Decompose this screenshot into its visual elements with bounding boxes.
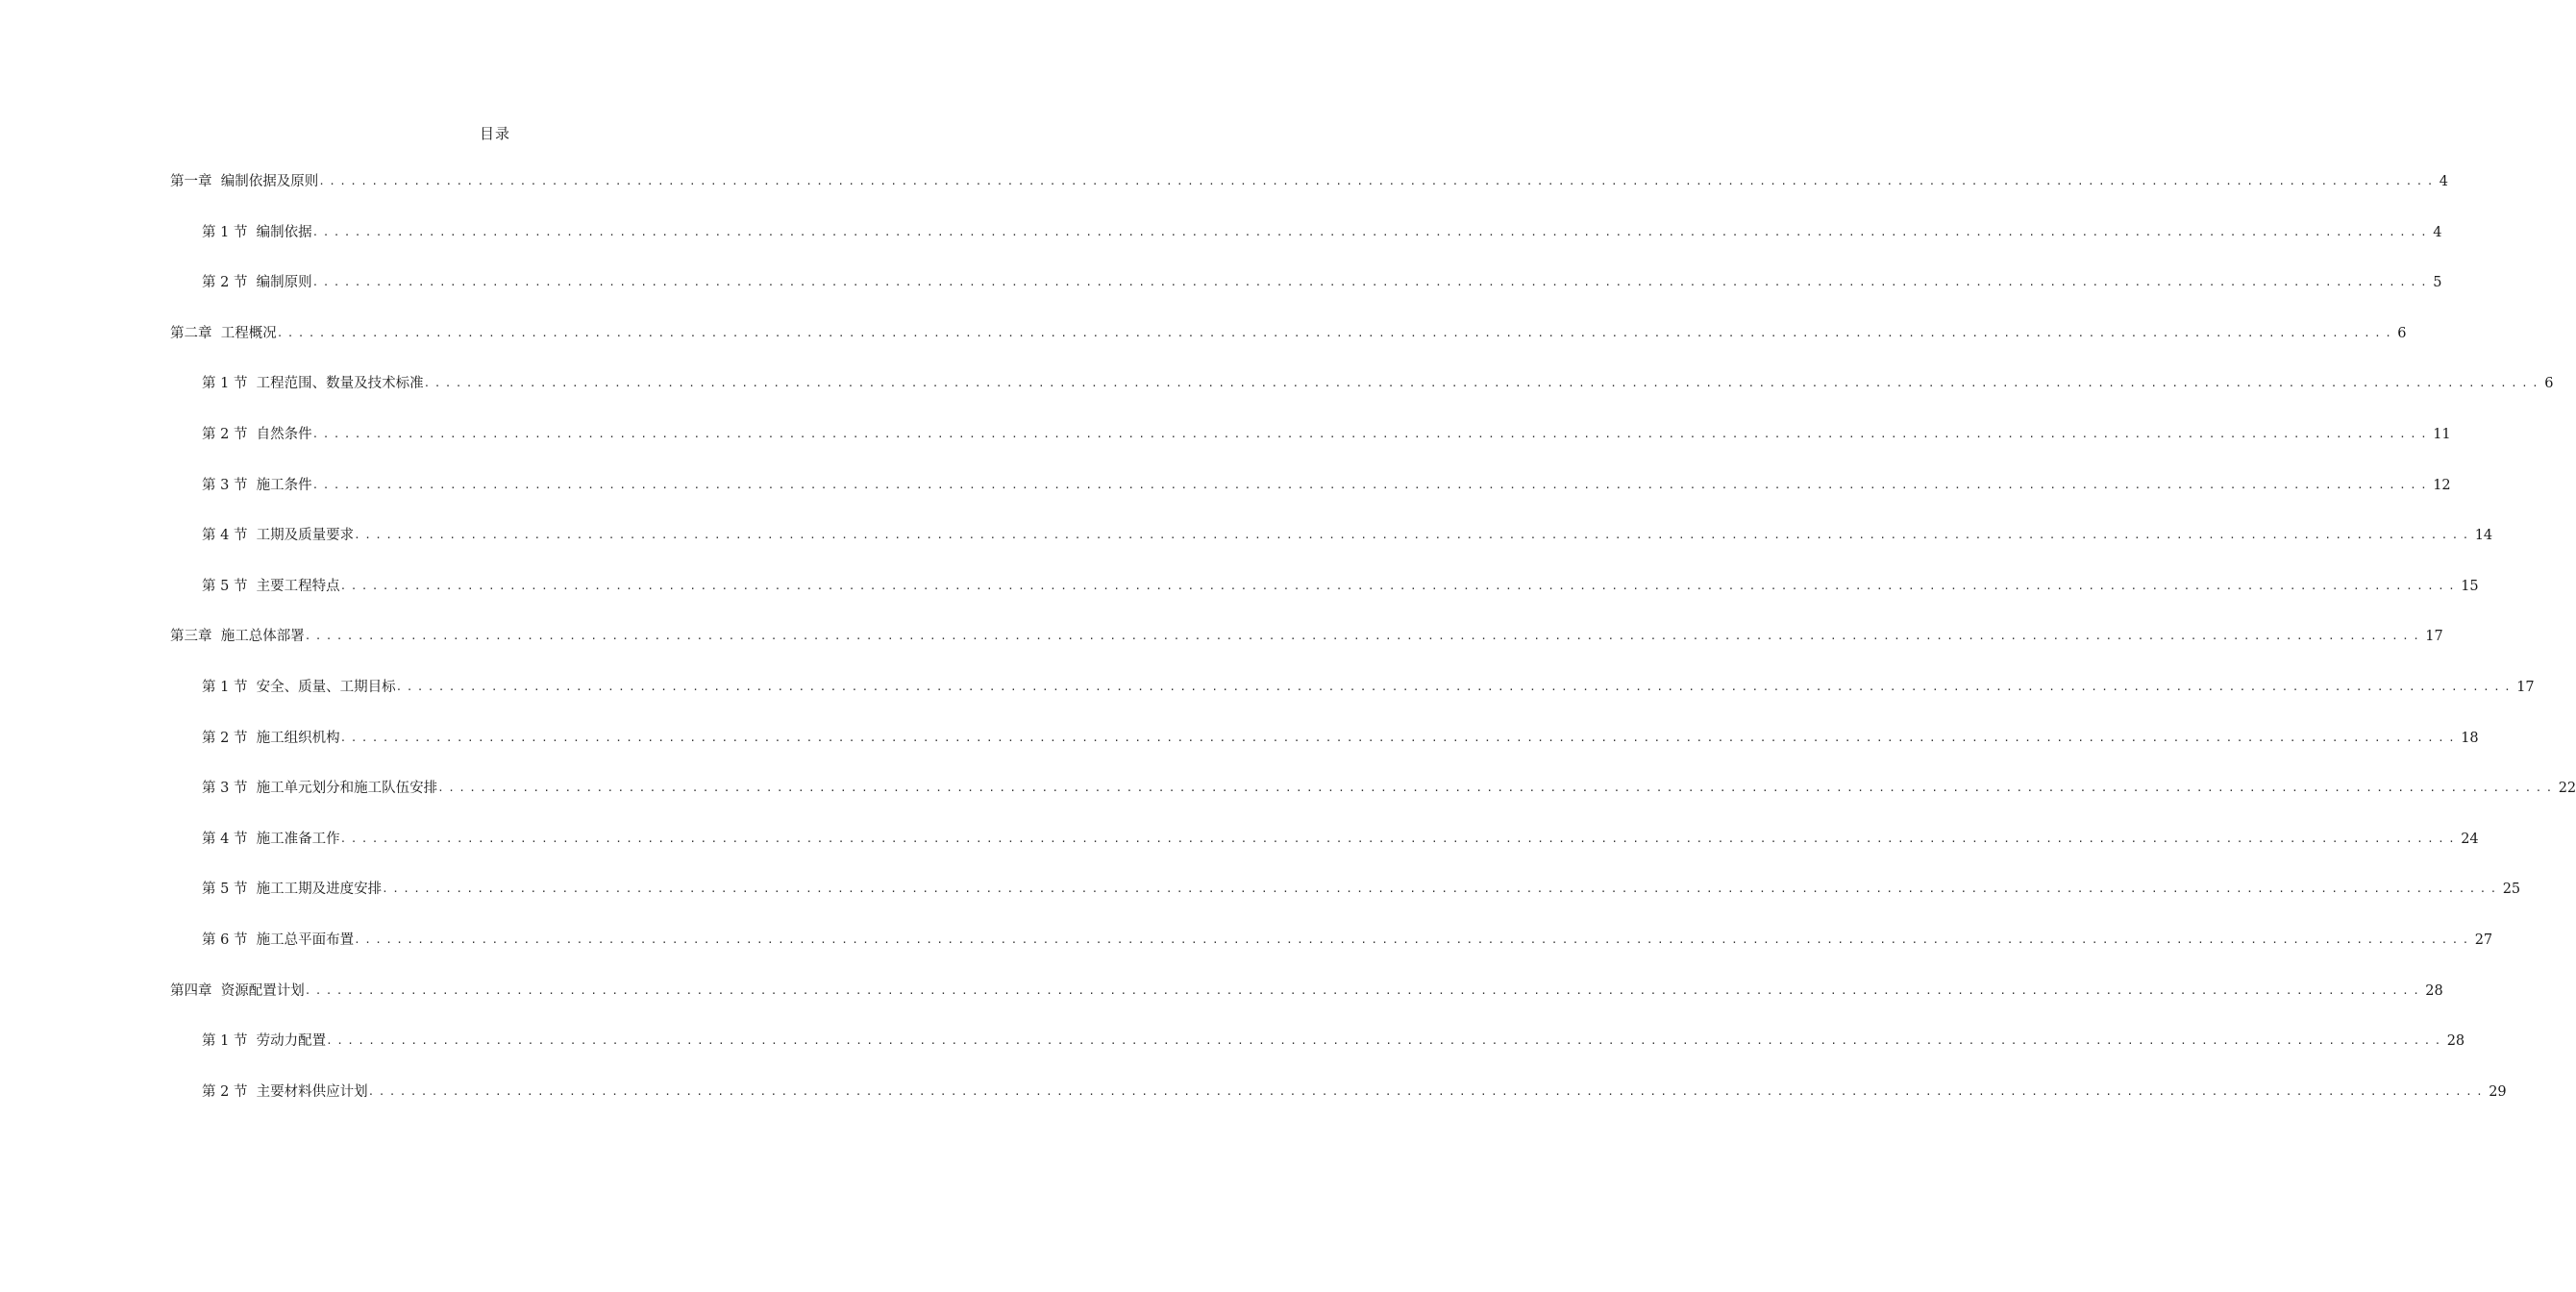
toc-title: 目录 — [479, 125, 510, 142]
toc-entry-title: 施工总平面布置 — [256, 932, 355, 948]
toc-entry-number: 第 3 节 — [202, 781, 248, 797]
toc-entry-gap — [212, 171, 221, 192]
toc-entry-title: 施工准备工作 — [256, 831, 340, 847]
toc-dot-leader: ........................................................................................................................................................................................................ — [354, 933, 2473, 946]
toc-entry-title: 工程范围、数量及技术标准 — [256, 376, 424, 392]
toc-section-entry[interactable] — [202, 728, 2479, 749]
toc-entry-number: 第 2 节 — [202, 275, 248, 291]
toc-dot-leader: ........................................................................................................................................................................................................ — [395, 681, 2515, 693]
toc-entry-gap — [247, 475, 256, 496]
toc-section-entry[interactable] — [202, 525, 2493, 546]
toc-entry-gap — [247, 222, 256, 243]
toc-section-entry[interactable] — [202, 930, 2493, 951]
toc-entry-page-number: 25 — [2502, 882, 2521, 898]
toc-section-entry[interactable] — [202, 373, 2554, 394]
toc-dot-leader: ........................................................................................................................................................................................................ — [311, 478, 2432, 491]
toc-entry-gap — [247, 1081, 256, 1103]
toc-entry-title: 编制原则 — [256, 275, 312, 291]
toc-entry-gap — [247, 778, 256, 799]
toc-entry-number: 第一章 — [170, 174, 212, 189]
toc-entry-title: 资源配置计划 — [220, 982, 305, 999]
toc-entry-title: 施工工期及进度安排 — [256, 882, 383, 898]
toc-entry-number: 第 2 节 — [202, 427, 248, 442]
toc-entry-title: 主要工程特点 — [256, 578, 340, 594]
toc-entry-title: 施工单元划分和施工队伍安排 — [256, 781, 438, 797]
toc-dot-leader: ........................................................................................................................................................................................................ — [304, 630, 2424, 643]
toc-entry-title: 劳动力配置 — [256, 1033, 327, 1050]
toc-entry-gap — [247, 272, 256, 293]
toc-entry-title: 施工条件 — [256, 477, 312, 493]
toc-entry-gap — [247, 525, 256, 546]
toc-entry-title: 编制依据 — [256, 224, 312, 240]
toc-entry-title: 自然条件 — [256, 427, 312, 442]
toc-entry-gap — [247, 728, 256, 749]
toc-dot-leader: ........................................................................................................................................................................................................ — [339, 731, 2460, 744]
toc-dot-leader: ........................................................................................................................................................................................................ — [276, 326, 2396, 339]
toc-entry-page-number: 5 — [2433, 275, 2442, 291]
toc-entry-page-number: 24 — [2461, 831, 2479, 847]
toc-dot-leader: ........................................................................................................................................................................................................ — [318, 175, 2438, 187]
toc-entry-gap — [247, 424, 256, 445]
toc-entry-number: 第 1 节 — [202, 224, 248, 240]
toc-entry-page-number: 6 — [2397, 325, 2407, 341]
toc-entry-number: 第 3 节 — [202, 477, 248, 493]
toc-section-entry[interactable] — [202, 1081, 2507, 1103]
toc-section-entry[interactable] — [202, 778, 2576, 799]
toc-dot-leader: ........................................................................................................................................................................................................ — [382, 882, 2501, 896]
toc-entry-page-number: 4 — [2439, 174, 2448, 189]
toc-entry-page-number: 15 — [2461, 578, 2479, 594]
toc-entry-gap — [212, 981, 221, 1002]
toc-entry-page-number: 28 — [2446, 1033, 2465, 1050]
toc-entry-gap — [247, 576, 256, 597]
toc-entry-number: 第 6 节 — [202, 932, 248, 948]
toc-entry-page-number: 11 — [2433, 427, 2451, 442]
toc-entry-gap — [247, 930, 256, 951]
toc-entry-title: 工期及质量要求 — [256, 528, 355, 544]
toc-entry-gap — [212, 323, 221, 344]
toc-entry-title: 施工总体部署 — [220, 629, 305, 645]
toc-entry-title: 编制依据及原则 — [220, 174, 319, 189]
toc-entry-number: 第 1 节 — [202, 680, 248, 695]
toc-dot-leader: ........................................................................................................................................................................................................ — [311, 276, 2432, 289]
toc-entry-page-number: 18 — [2461, 730, 2479, 746]
toc-entry-gap — [247, 1031, 256, 1052]
toc-entry-page-number: 6 — [2544, 376, 2554, 392]
toc-entry-number: 第 5 节 — [202, 578, 248, 594]
toc-section-entry[interactable] — [202, 222, 2442, 243]
toc-dot-leader: ........................................................................................................................................................................................................ — [304, 983, 2424, 997]
toc-entry-page-number: 14 — [2474, 528, 2493, 544]
toc-entry-gap — [212, 626, 221, 647]
toc-entry-number: 第二章 — [170, 325, 212, 341]
toc-entry-page-number: 27 — [2474, 932, 2493, 948]
toc-entry-gap — [247, 829, 256, 850]
toc-entry-page-number: 29 — [2489, 1083, 2507, 1100]
toc-dot-leader: ........................................................................................................................................................................................................ — [437, 782, 2557, 795]
toc-section-entry[interactable] — [202, 1031, 2465, 1052]
toc-section-entry[interactable] — [202, 829, 2479, 850]
toc-entry-number: 第 2 节 — [202, 1083, 248, 1100]
toc-entry-page-number: 17 — [2425, 629, 2443, 645]
toc-section-entry[interactable] — [202, 424, 2451, 445]
toc-entry-number: 第 1 节 — [202, 1033, 248, 1050]
toc-entry-number: 第 4 节 — [202, 528, 248, 544]
toc-entry-title: 主要材料供应计划 — [256, 1083, 368, 1100]
toc-entry-gap — [247, 373, 256, 394]
toc-entry-page-number: 28 — [2425, 982, 2443, 999]
toc-chapter-entry[interactable] — [170, 981, 2443, 1002]
toc-entry-number: 第 1 节 — [202, 376, 248, 392]
toc-chapter-entry[interactable] — [170, 171, 2448, 192]
toc-section-entry[interactable] — [202, 879, 2521, 900]
toc-entry-number: 第 5 节 — [202, 882, 248, 898]
toc-dot-leader: ........................................................................................................................................................................................................ — [339, 832, 2460, 845]
toc-dot-leader: ........................................................................................................................................................................................................ — [311, 428, 2432, 440]
toc-dot-leader: ........................................................................................................................................................................................................ — [311, 225, 2432, 238]
toc-entry-title: 安全、质量、工期目标 — [256, 680, 396, 695]
toc-entry-number: 第四章 — [170, 982, 212, 999]
toc-entry-number: 第 2 节 — [202, 730, 248, 746]
toc-dot-leader: ........................................................................................................................................................................................................ — [339, 579, 2460, 592]
toc-entry-gap — [247, 879, 256, 900]
toc-section-entry[interactable] — [202, 677, 2535, 698]
toc-dot-leader: ........................................................................................................................................................................................................ — [326, 1034, 2445, 1048]
toc-entry-number: 第 4 节 — [202, 831, 248, 847]
toc-section-entry[interactable] — [202, 576, 2479, 597]
toc-chapter-entry[interactable] — [170, 626, 2443, 647]
toc-section-entry[interactable] — [202, 475, 2451, 496]
toc-dot-leader: ........................................................................................................................................................................................................ — [354, 529, 2473, 542]
toc-entry-title: 施工组织机构 — [256, 730, 340, 746]
toc-chapter-entry[interactable] — [170, 323, 2407, 344]
toc-entry-page-number: 17 — [2516, 680, 2535, 695]
toc-entry-gap — [247, 677, 256, 698]
toc-entry-page-number: 12 — [2433, 477, 2451, 493]
toc-dot-leader: ........................................................................................................................................................................................................ — [423, 377, 2543, 390]
toc-section-entry[interactable] — [202, 272, 2442, 293]
toc-entry-page-number: 22 — [2558, 781, 2576, 797]
toc-entry-title: 工程概况 — [220, 325, 277, 341]
toc-dot-leader: ........................................................................................................................................................................................................ — [367, 1084, 2488, 1098]
toc-entry-number: 第三章 — [170, 629, 212, 645]
toc-entry-page-number: 4 — [2433, 224, 2442, 240]
